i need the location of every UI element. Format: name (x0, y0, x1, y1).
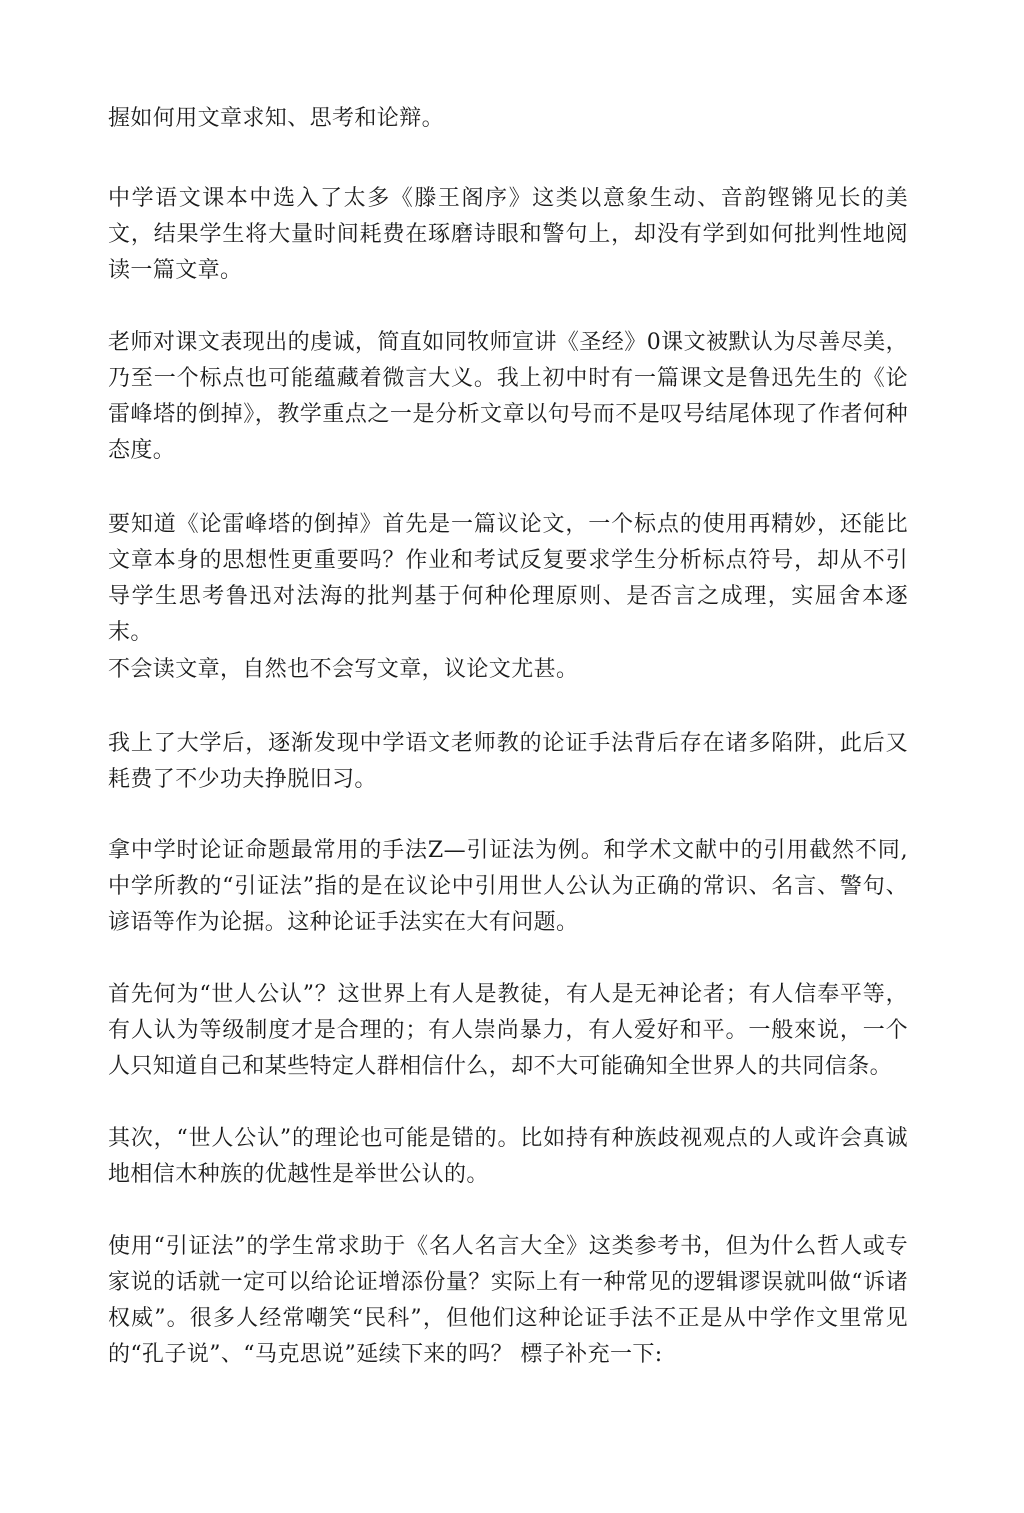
paragraph: 我上了大学后，逐渐发现中学语文老师教的论证手法背后存在诸多陷阱，此后又耗费了不少功夫挣脱旧习。 (108, 731, 908, 792)
paragraph: 使用“引证法”的学生常求助于《名人名言大全》这类参考书，但为什么哲人或专家说的话就一定可以给论证增添份量？实际上有一种常见的逻辑谬误就叫做“诉诸权威”。很多人经常嘲笑“民科”，但他们这种论证手法不正是从中学作文里常见的“孔子说”、“马克思说”延续下来的吗？ 標子补充一下: (108, 1234, 908, 1367)
paragraph: 中学语文课本中选入了太多《滕王阁序》这类以意象生动、音韵铿锵见长的美文，结果学生将大量时间耗费在琢磨诗眼和警句上，却没有学到如何批判性地阅读一篇文章。 (108, 186, 908, 283)
paragraph: 其次，“世人公认”的理论也可能是错的。比如持有种族歧视观点的人或许会真诚地相信木种族的优越性是举世公认的。 (108, 1126, 908, 1187)
paragraph: 老师对课文表现出的虔诚，简直如同牧师宣讲《圣经》0课文被默认为尽善尽美，乃至一个标点也可能蕴藏着微言大义。我上初中时有一篇课文是鲁迅先生的《论雷峰塔的倒掉》，教学重点之一是分析文章以句号而不是叹号结尾体现了作者何种态度。 (108, 330, 908, 463)
paragraph: 首先何为“世人公认”？这世界上有人是教徒，有人是无神论者；有人信奉平等，有人认为等级制度才是合理的；有人崇尚暴力，有人爱好和平。一般來说，一个人只知道自己和某些特定人群相信什么，却不大可能确知全世界人的共同信条。 (108, 982, 908, 1079)
paragraph: 拿中学时论证命题最常用的手法Z—引证法为例。和学术文献中的引用截然不同,中学所教的“引证法”指的是在议论中引用世人公认为正确的常识、名言、警句、谚语等作为论据。这种论证手法实在大有问题。 (108, 838, 908, 935)
paragraph: 握如何用文章求知、思考和论辩。 (108, 106, 445, 131)
paragraph: 要知道《论雷峰塔的倒掉》首先是一篇议论文，一个标点的使用再精妙，还能比文章本身的思想性更重要吗？作业和考试反复要求学生分析标点符号，却从不引导学生思考鲁迅对法海的批判基于何种伦理原则、是否言之成理，实屈舍本逐末。 (108, 512, 908, 645)
paragraph: 不会读文章，自然也不会写文章，议论文尤甚。 (108, 657, 579, 682)
